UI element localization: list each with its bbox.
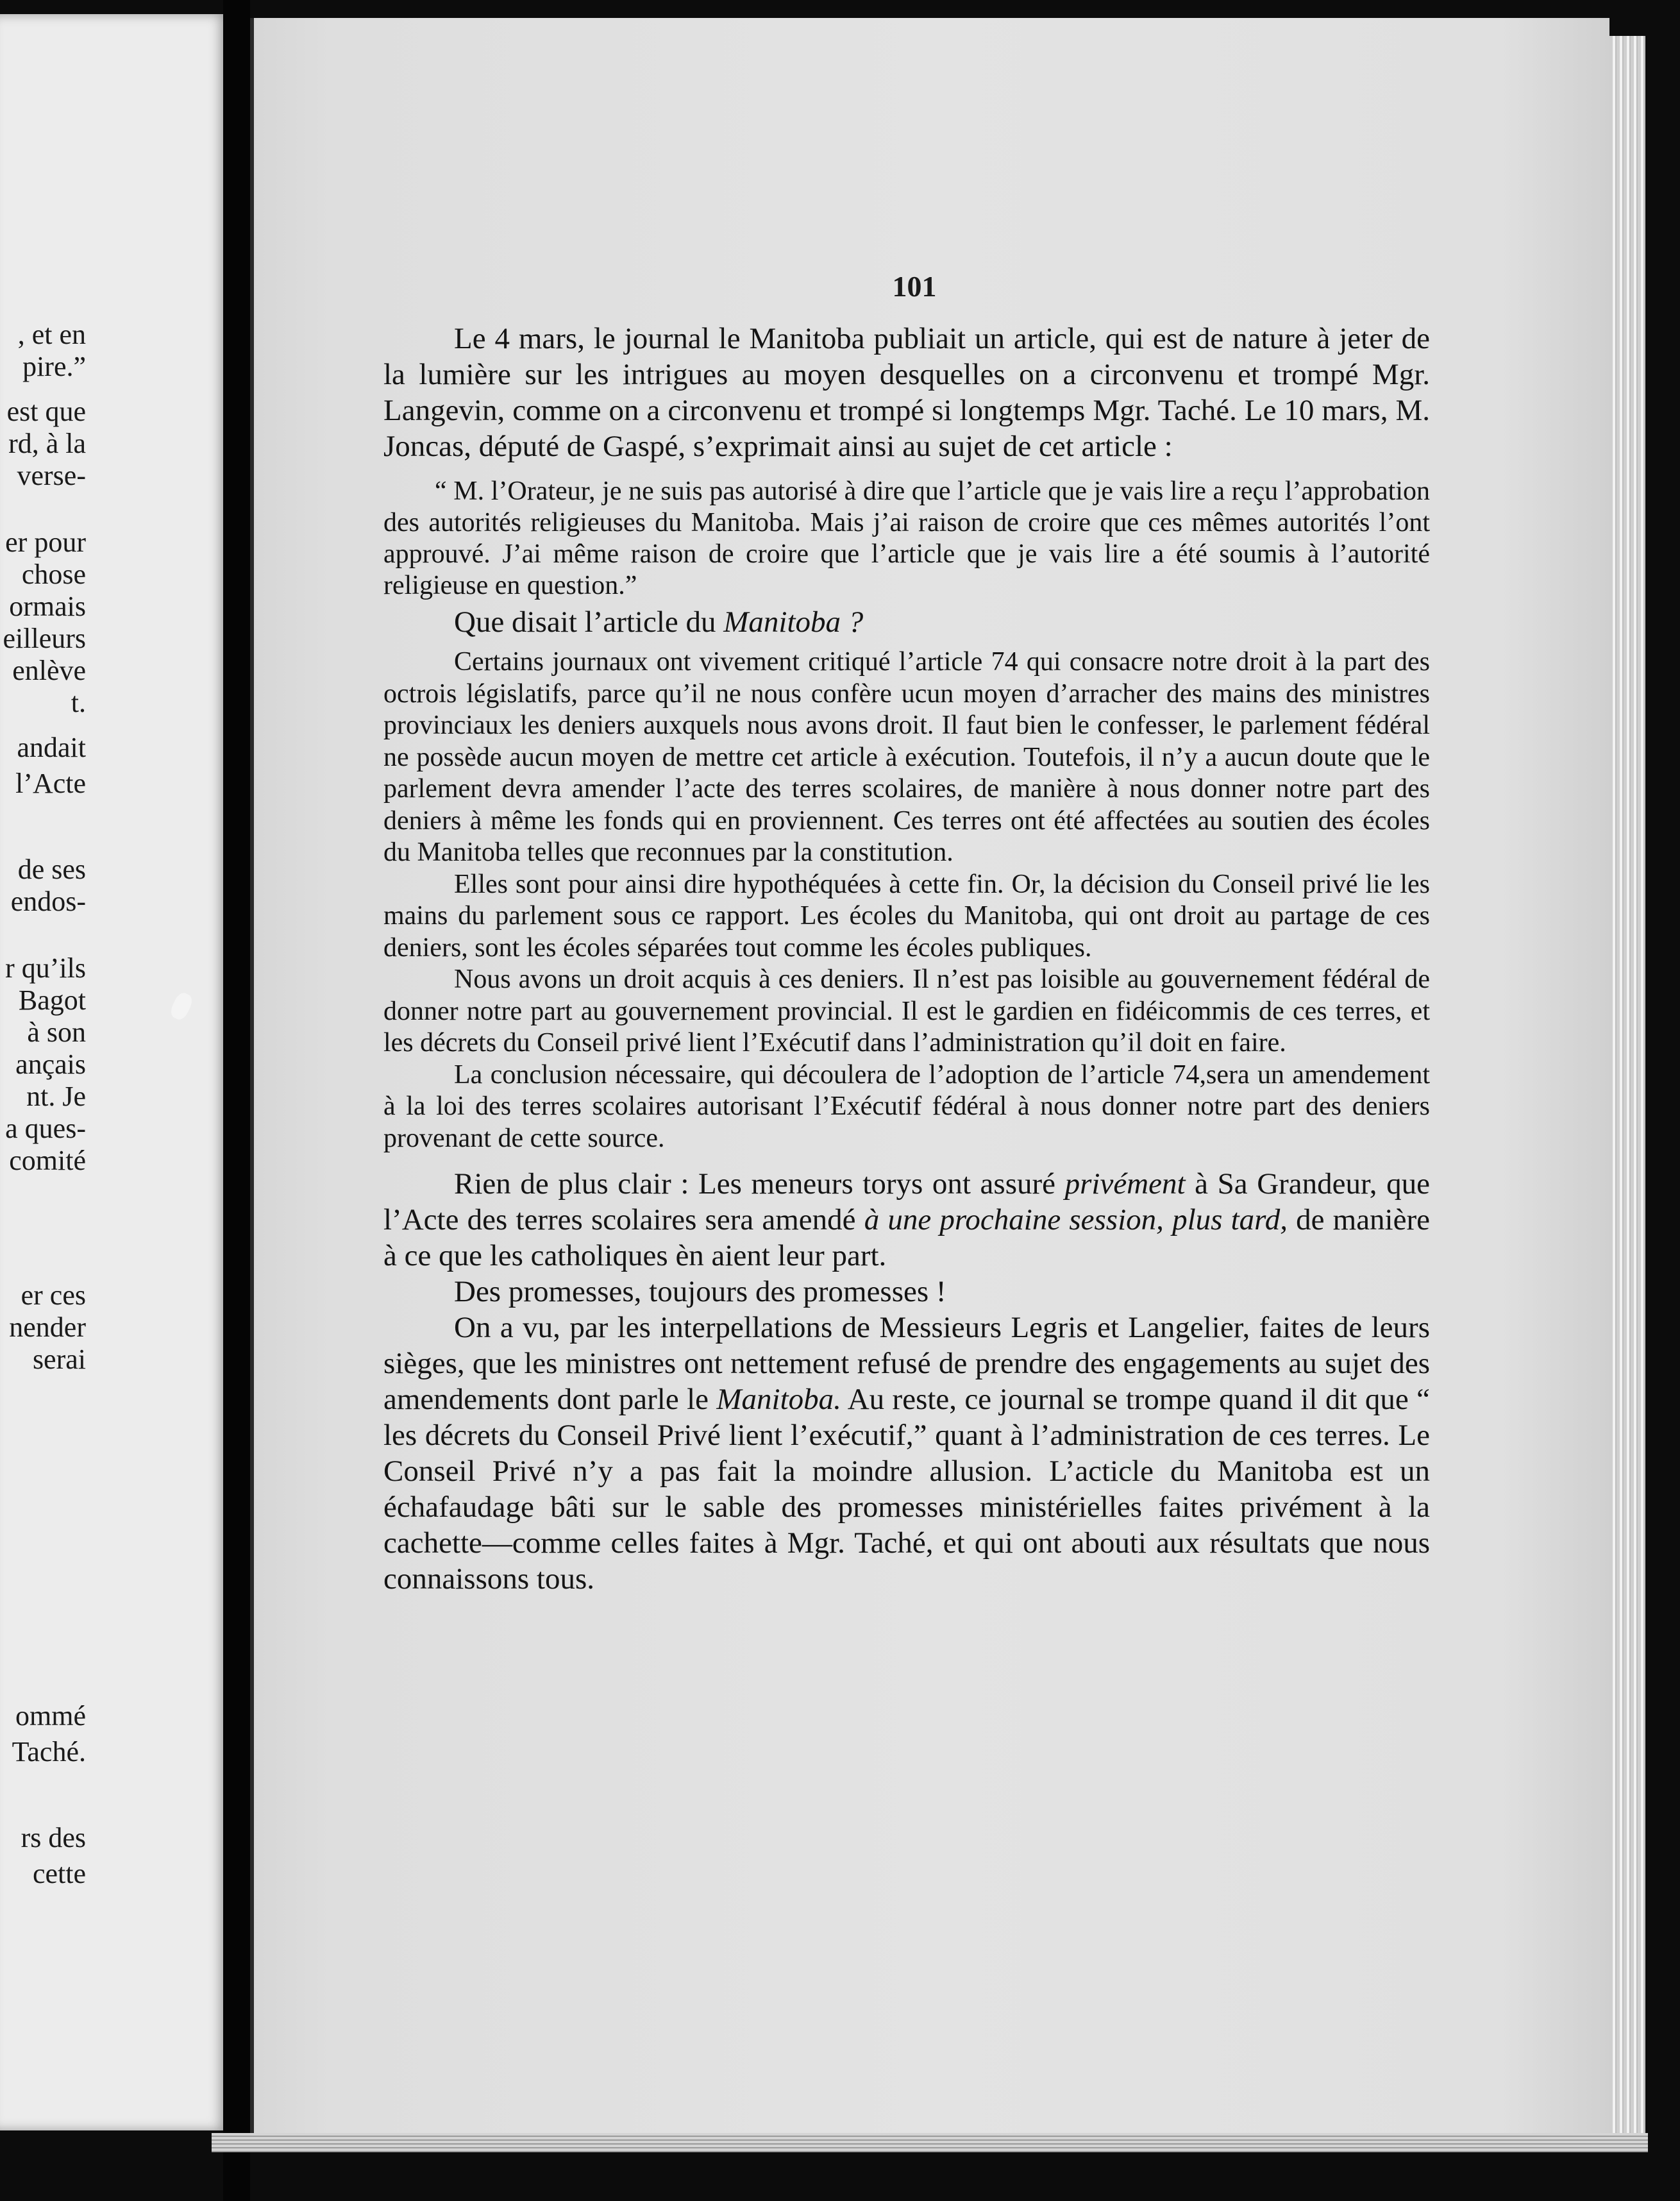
left-page-line: l’Acte bbox=[15, 768, 86, 799]
left-page-line: a ques- bbox=[5, 1113, 86, 1144]
article-paragraph-4: La conclusion nécessaire, qui découlera de l’adoption de l’article 74,sera un amendement à la loi des terres scolaires autorisant l’Exécutif fédéral à nous donner notre part des deniers provenant de cette source. bbox=[383, 1059, 1430, 1153]
paragraph-rien bbox=[383, 1166, 1430, 1274]
paragraph-promesses: Des promesses, toujours des promesses ! bbox=[454, 1275, 946, 1308]
question-italic: Manitoba ? bbox=[723, 605, 864, 639]
page-body bbox=[383, 321, 1430, 1597]
page-left-edge bbox=[250, 18, 254, 2134]
rien-text-c: à Sa Grandeur, que l’Acte des terres scolaires sera amendé bbox=[383, 1167, 1430, 1236]
left-page-line: enlève bbox=[12, 655, 86, 686]
left-page-line: Bagot bbox=[18, 984, 86, 1016]
left-page-line: eilleurs bbox=[3, 623, 86, 654]
left-page-line: ommé bbox=[15, 1700, 86, 1732]
paragraph-intro bbox=[383, 321, 1430, 464]
article-paragraph-3: Nous avons un droit acquis à ces deniers. Il n’est pas loisible au gouvernement fédéral de donner notre part au gouvernement provincial. Il est le gardien en fidéicommis de ces terres, et les décrets du Conseil privé lient l’Exécutif dans l’administration qu’il doit en faire. bbox=[383, 965, 1430, 1058]
left-page-line: pire.” bbox=[22, 351, 86, 382]
left-page-line: rd, à la bbox=[8, 428, 86, 459]
left-page-line: serai bbox=[32, 1344, 86, 1375]
rien-italic-d: à une prochaine session, plus tard, bbox=[864, 1203, 1288, 1236]
left-page-line: nt. Je bbox=[26, 1081, 86, 1112]
interp-text-c: Au reste, ce journal se trompe quand il dit que “ les décrets du Conseil Privé lient l’exécutif,” quant à l’administration de ces terres. Le Conseil Privé n’y a pas fait la moindre allusion. L’acticle du Manitoba est un échafaudage bâti sur le sable des promesses ministérielles faites privément à la cachette—comme celles faites à Mgr. Taché, et qui ont abouti aux résultats que nous connaissons tous. bbox=[383, 1383, 1430, 1596]
article-paragraph-2: Elles sont pour ainsi dire hypothéquées à cette fin. Or, la décision du Conseil privé lie les mains du parlement sous ce rapport. Les écoles du Manitoba, qui ont droit au partage de ces deniers, sont les écoles séparées tout comme les écoles publiques. bbox=[383, 869, 1430, 963]
left-page-line: er pour bbox=[5, 527, 86, 558]
rien-text-a: Rien de plus clair : Les meneurs torys ont assuré bbox=[454, 1167, 1065, 1201]
stacked-page-edges bbox=[1609, 36, 1645, 2146]
left-page-line: comité bbox=[9, 1145, 86, 1176]
left-page-line: ormais bbox=[9, 591, 86, 622]
article-paragraph-1: Certains journaux ont vivement critiqué l’article 74 qui consacre notre droit à la part des octrois législatifs, parce qu’il ne nous confère ucun moyen d’arracher des mains des ministres provinciaux les deniers auxquels nous avons droit. Il faut bien le confesser, le parlement fédéral ne possède aucun moyen de mettre cet article à exécution. Toutefois, il n’y a aucun doute que le parlement devra amender l’acte des terres scolaires, de manière à nous donner notre part des deniers à même les fonds qui en proviennent. Ces terres ont été affectées au soutien des écoles du Manitoba telles que reconnues par la constitution. bbox=[383, 647, 1430, 867]
left-page-line: er ces bbox=[21, 1279, 86, 1311]
left-page-line: à son bbox=[27, 1016, 86, 1048]
left-page-line: t. bbox=[71, 687, 86, 718]
left-page-line: cette bbox=[32, 1858, 86, 1889]
left-page-line: verse- bbox=[17, 460, 86, 491]
left-page-line: est que bbox=[6, 396, 86, 427]
left-page-line: rs des bbox=[21, 1822, 86, 1853]
book-gutter bbox=[223, 0, 250, 2201]
left-page-line: de ses bbox=[17, 854, 86, 885]
question-text: Que disait l’article du bbox=[454, 605, 724, 639]
left-page-line: ançais bbox=[15, 1049, 86, 1080]
quoted-statement: “ M. l’Orateur, je ne suis pas autorisé à dire que l’article que je vais lire a reçu l’approbation des autorités religieuses du Manitoba. Mais j’ai raison de croire que ces mêmes autorités l’ont approuvé. J’ai même raison de croire que l’article que je vais lire a été soumis à l’autorité religieuse en question.” bbox=[383, 476, 1430, 600]
interp-italic-b: Manitoba. bbox=[716, 1383, 841, 1416]
question-line bbox=[383, 604, 1430, 640]
rien-text-e: de manière à ce que les catholiques èn aient leur part. bbox=[383, 1203, 1430, 1272]
interp-text-a: On a vu, par les interpellations de Messieurs Legris et Langelier, faites de leurs sièges, que les ministres ont nettement refusé de prendre des engagements au sujet des amendements dont parle le bbox=[383, 1311, 1430, 1416]
left-page-line: endos- bbox=[10, 886, 86, 917]
page-bottom-edge bbox=[212, 2133, 1648, 2152]
left-page-line: andait bbox=[17, 732, 86, 763]
left-page-line: , et en bbox=[17, 319, 86, 350]
paragraph-interpellations bbox=[383, 1310, 1430, 1597]
page-number: 101 bbox=[892, 270, 937, 303]
left-page-line: nender bbox=[9, 1311, 86, 1343]
left-page-line: r qu’ils bbox=[5, 952, 86, 984]
left-adjacent-page bbox=[0, 14, 230, 2130]
intro-text: Le 4 mars, le journal le Manitoba publiait un article, qui est de nature à jeter de la lumière sur les intrigues au moyen desquelles on a circonvenu et trompé Mgr. Langevin, comme on a circonvenu et trompé si longtemps Mgr. Taché. Le 10 mars, M. Joncas, député de Gaspé, s’exprimait ainsi au sujet de cet article : bbox=[383, 322, 1430, 463]
left-page-line: chose bbox=[21, 559, 86, 590]
left-page-line: Taché. bbox=[12, 1736, 86, 1767]
rien-italic-b: privément bbox=[1064, 1167, 1186, 1201]
